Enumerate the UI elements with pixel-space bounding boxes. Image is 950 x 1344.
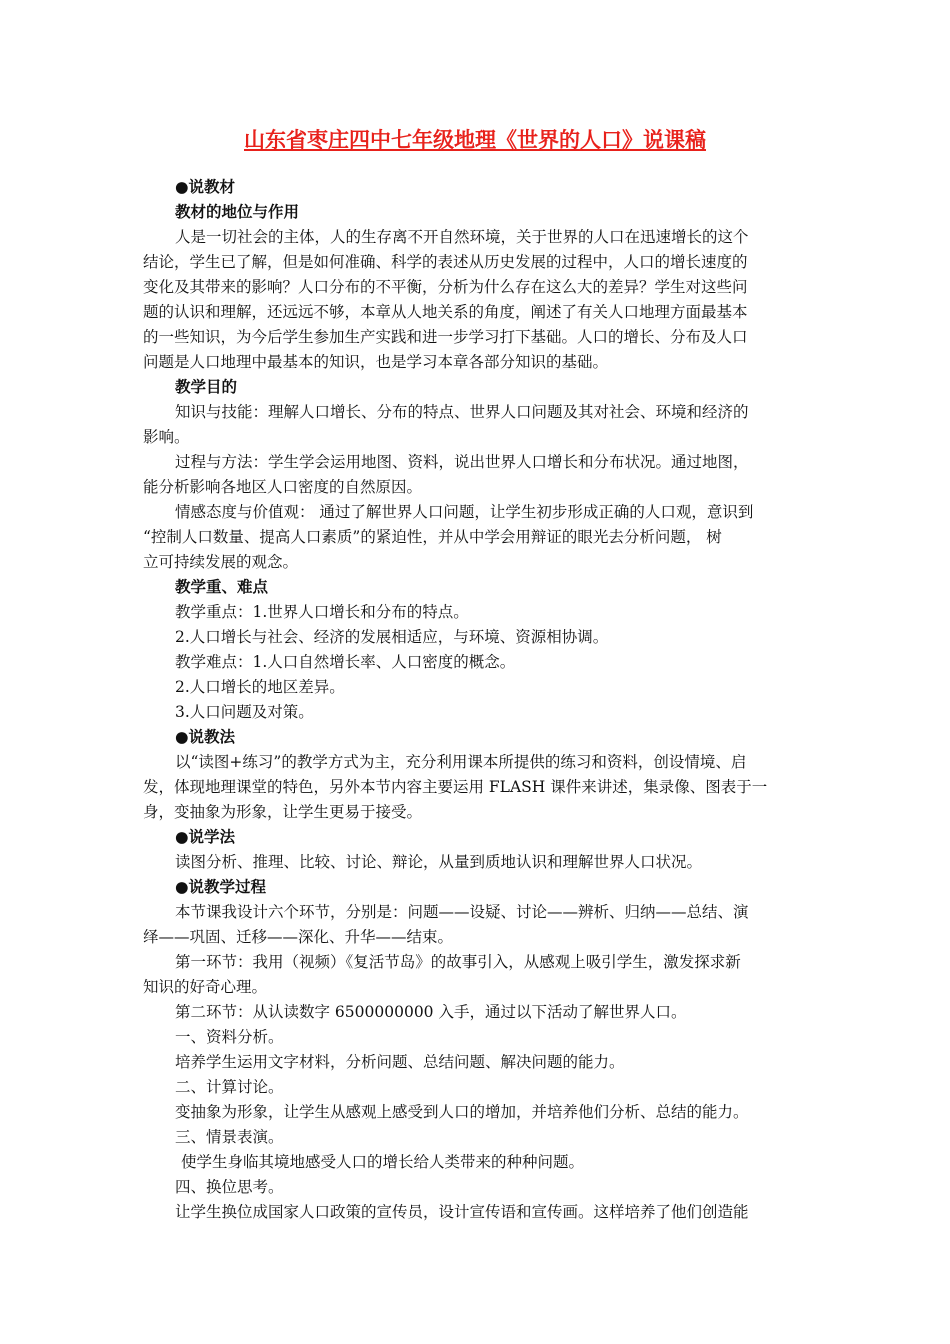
section-heading: ●说学法 — [175, 828, 236, 846]
section-heading: 教材的地位与作用 — [175, 203, 300, 221]
paragraph-line: 立可持续发展的观念。 — [143, 553, 299, 571]
paragraph-line: 四、换位思考。 — [175, 1178, 284, 1196]
paragraph-line: 本节课我设计六个环节，分别是：问题——设疑、讨论——辨析、归纳——总结、演 — [175, 903, 749, 921]
paragraph-line: 二、计算讨论。 — [175, 1078, 284, 1096]
section-heading: ●说教法 — [175, 728, 236, 746]
paragraph-line: “控制人口数量、提高人口素质”的紧迫性，并从中学会用辩证的眼光去分析问题， 树 — [143, 528, 722, 546]
paragraph-line: 身，变抽象为形象，让学生更易于接受。 — [143, 803, 423, 821]
paragraph-line: 第一环节：我用（视频）《复活节岛》的故事引入，从感观上吸引学生，激发探求新 — [175, 953, 741, 971]
paragraph-line: 以“读图+练习”的教学方式为主，充分利用课本所提供的练习和资料，创设情境、启 — [175, 753, 747, 771]
paragraph-line: 三、情景表演。 — [175, 1128, 284, 1146]
paragraph-line: 让学生换位成国家人口政策的宣传员，设计宣传语和宣传画。这样培养了他们创造能 — [175, 1203, 749, 1221]
section-heading: ●说教材 — [175, 178, 236, 196]
paragraph-line: 发，体现地理课堂的特色，另外本节内容主要运用 FLASH 课件来讲述，集录像、图表于一 — [143, 778, 768, 796]
page-title: 山东省枣庄四中七年级地理《世界的人口》说课稿 — [244, 128, 706, 152]
paragraph-line: 问题是人口地理中最基本的知识，也是学习本章各部分知识的基础。 — [143, 353, 609, 371]
paragraph-line: 结论，学生已了解，但是如何准确、科学的表述从历史发展的过程中，人口的增长速度的 — [143, 253, 748, 271]
paragraph-line: 绎——巩固、迁移——深化、升华——结束。 — [143, 928, 454, 946]
paragraph-line: 2.人口增长的地区差异。 — [175, 678, 345, 696]
paragraph-line: 过程与方法：学生学会运用地图、资料，说出世界人口增长和分布状况。通过地图， — [175, 453, 749, 471]
paragraph-line: 教学重点：1.世界人口增长和分布的特点。 — [175, 603, 469, 621]
paragraph-line: 题的认识和理解，还远远不够，本章从人地关系的角度，阐述了有关人口地理方面最基本 — [143, 303, 748, 321]
section-heading: ●说教学过程 — [175, 878, 267, 896]
paragraph-line: 使学生身临其境地感受人口的增长给人类带来的种种问题。 — [181, 1153, 585, 1171]
paragraph-line: 3.人口问题及对策。 — [175, 703, 314, 721]
section-heading: 教学目的 — [175, 378, 238, 396]
section-heading: 教学重、难点 — [175, 578, 269, 596]
paragraph-line: 的一些知识，为今后学生参加生产实践和进一步学习打下基础。人口的增长、分布及人口 — [143, 328, 748, 346]
paragraph-line: 变抽象为形象，让学生从感观上感受到人口的增加，并培养他们分析、总结的能力。 — [175, 1103, 749, 1121]
paragraph-line: 影响。 — [143, 428, 190, 446]
paragraph-line: 情感态度与价值观： 通过了解世界人口问题，让学生初步形成正确的人口观，意识到 — [175, 503, 754, 521]
paragraph-line: 能分析影响各地区人口密度的自然原因。 — [143, 478, 423, 496]
paragraph-line: 知识的好奇心理。 — [143, 978, 268, 996]
paragraph-line: 培养学生运用文字材料，分析问题、总结问题、解决问题的能力。 — [175, 1053, 625, 1071]
paragraph-line: 读图分析、推理、比较、讨论、辩论，从量到质地认识和理解世界人口状况。 — [175, 853, 703, 871]
paragraph-line: 变化及其带来的影响？人口分布的不平衡，分析为什么存在这么大的差异？学生对这些问 — [143, 278, 748, 296]
document-body — [143, 175, 807, 1225]
paragraph-line: 人是一切社会的主体，人的生存离不开自然环境，关于世界的人口在迅速增长的这个 — [175, 228, 749, 246]
paragraph-line: 一、资料分析。 — [175, 1028, 284, 1046]
paragraph-line: 第二环节：从认读数字 6500000000 入手，通过以下活动了解世界人口。 — [175, 1003, 687, 1021]
paragraph-line: 知识与技能：理解人口增长、分布的特点、世界人口问题及其对社会、环境和经济的 — [175, 403, 749, 421]
paragraph-line: 2.人口增长与社会、经济的发展相适应，与环境、资源相协调。 — [175, 628, 609, 646]
paragraph-line: 教学难点：1.人口自然增长率、人口密度的概念。 — [175, 653, 516, 671]
